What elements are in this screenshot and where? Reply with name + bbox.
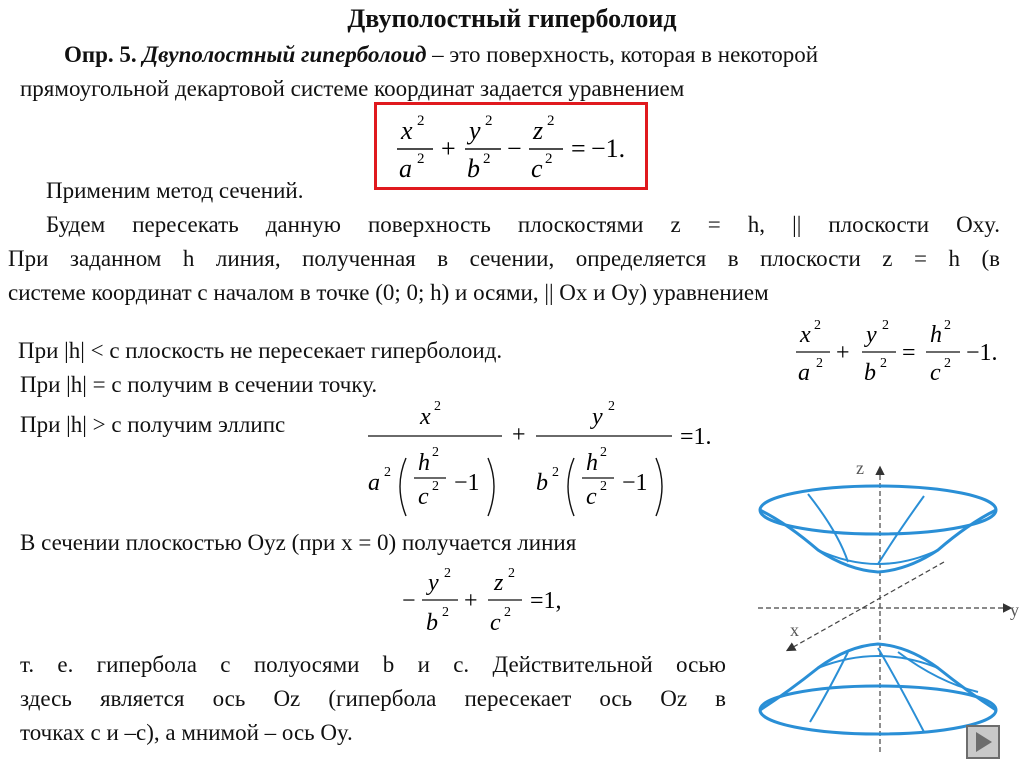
svg-text:h: h bbox=[586, 450, 598, 476]
svg-text:c: c bbox=[586, 484, 597, 510]
svg-text:2: 2 bbox=[944, 356, 951, 371]
case-point: При |h| = c получим в сечении точку. bbox=[20, 372, 378, 397]
svg-text:=: = bbox=[902, 340, 916, 366]
next-slide-icon bbox=[968, 727, 998, 757]
svg-text:x: x bbox=[800, 322, 811, 348]
svg-text:a: a bbox=[368, 470, 380, 496]
x-axis bbox=[788, 562, 944, 650]
svg-text:h: h bbox=[418, 450, 430, 476]
svg-text:y: y bbox=[428, 570, 439, 596]
svg-text:2: 2 bbox=[882, 318, 889, 333]
svg-text:2: 2 bbox=[417, 113, 425, 129]
conclusion-line-2: здесь является ось Oz (гипербола пересекает ось Oz в bbox=[20, 686, 726, 711]
y-axis-label: y bbox=[1010, 600, 1019, 620]
svg-text:z: z bbox=[533, 116, 544, 145]
svg-text:−1: −1 bbox=[622, 470, 648, 496]
svg-text:2: 2 bbox=[504, 605, 511, 620]
svg-text:=: = bbox=[571, 134, 586, 163]
x-axis-label: x bbox=[790, 620, 799, 640]
svg-text:2: 2 bbox=[485, 113, 493, 129]
svg-text:2: 2 bbox=[600, 479, 607, 494]
svg-text:2: 2 bbox=[814, 318, 821, 333]
case-no-intersection: При |h| < c плоскость не пересекает гиперболоид. bbox=[18, 338, 503, 363]
svg-text:b: b bbox=[467, 154, 480, 183]
svg-text:=1,: =1, bbox=[530, 588, 562, 614]
ellipse-equation bbox=[362, 394, 742, 524]
svg-text:z: z bbox=[494, 570, 504, 596]
paragraph-intersect: Будем пересекать данную поверхность плоскостями z = h, || плоскости Oxy. bbox=[46, 212, 1000, 237]
svg-text:b: b bbox=[864, 360, 876, 386]
z-axis-label: z bbox=[856, 458, 864, 478]
svg-text:y: y bbox=[469, 116, 481, 145]
svg-text:b: b bbox=[536, 470, 548, 496]
definition-label: Опр. 5. bbox=[64, 42, 137, 67]
svg-text:2: 2 bbox=[384, 465, 391, 480]
definition-term: Двуполостный гиперболоид bbox=[142, 42, 427, 67]
next-slide-button[interactable] bbox=[966, 725, 1000, 759]
paragraph-method: Применим метод сечений. bbox=[46, 178, 304, 203]
svg-text:a: a bbox=[399, 154, 412, 183]
svg-text:+: + bbox=[512, 422, 526, 448]
conclusion-line-1: т. е. гипербола с полуосями b и c. Действительной осью bbox=[20, 652, 726, 677]
definition-line-2: прямоугольной декартовой системе координат задается уравнением bbox=[20, 76, 685, 101]
svg-text:+: + bbox=[836, 340, 850, 366]
section-equation bbox=[790, 312, 1020, 392]
svg-text:x: x bbox=[420, 404, 431, 430]
svg-text:2: 2 bbox=[552, 465, 559, 480]
svg-text:c: c bbox=[531, 154, 543, 183]
svg-text:2: 2 bbox=[547, 113, 555, 129]
svg-text:+: + bbox=[441, 134, 456, 163]
svg-text:2: 2 bbox=[545, 151, 553, 167]
svg-text:=1.: =1. bbox=[680, 424, 712, 450]
svg-text:c: c bbox=[418, 484, 429, 510]
svg-text:2: 2 bbox=[608, 399, 615, 414]
svg-text:2: 2 bbox=[432, 445, 439, 460]
definition-line-1 bbox=[64, 40, 818, 70]
svg-text:b: b bbox=[426, 610, 438, 636]
page-title: Двуполостный гиперболоид bbox=[347, 4, 677, 33]
svg-text:−1.: −1. bbox=[966, 340, 998, 366]
conclusion-line-3: точках c и –c), а мнимой – ось Oy. bbox=[20, 720, 353, 745]
svg-text:c: c bbox=[930, 360, 941, 386]
paragraph-given-h: При заданном h линия, полученная в сечении, определяется в плоскости z = h (в bbox=[8, 246, 1000, 271]
svg-text:x: x bbox=[401, 116, 413, 145]
svg-text:2: 2 bbox=[816, 356, 823, 371]
case-ellipse: При |h| > c получим эллипс bbox=[20, 412, 286, 437]
paragraph-oyz: В сечении плоскостью Oyz (при x = 0) получается линия bbox=[20, 530, 577, 555]
svg-text:c: c bbox=[490, 610, 501, 636]
svg-text:−: − bbox=[507, 134, 522, 163]
svg-text:y: y bbox=[866, 322, 877, 348]
svg-text:2: 2 bbox=[483, 151, 491, 167]
paragraph-coordinates: системе координат с началом в точке (0; 0; h) и осями, || Ox и Oy) уравнением bbox=[8, 280, 769, 305]
main-equation-frame bbox=[374, 102, 648, 190]
definition-text: – это поверхность, которая в некоторой bbox=[426, 42, 819, 67]
svg-text:2: 2 bbox=[600, 445, 607, 460]
svg-text:2: 2 bbox=[442, 605, 449, 620]
oyz-equation bbox=[400, 562, 600, 640]
svg-text:−1.: −1. bbox=[591, 134, 626, 163]
svg-text:2: 2 bbox=[880, 356, 887, 371]
svg-text:−1: −1 bbox=[454, 470, 480, 496]
svg-text:2: 2 bbox=[432, 479, 439, 494]
svg-text:+: + bbox=[464, 588, 478, 614]
svg-text:2: 2 bbox=[434, 399, 441, 414]
svg-text:−: − bbox=[402, 588, 416, 614]
main-equation bbox=[377, 105, 645, 187]
svg-text:h: h bbox=[930, 322, 942, 348]
svg-text:2: 2 bbox=[508, 566, 515, 581]
svg-text:2: 2 bbox=[444, 566, 451, 581]
svg-text:a: a bbox=[798, 360, 810, 386]
svg-text:2: 2 bbox=[417, 151, 425, 167]
svg-text:2: 2 bbox=[944, 318, 951, 333]
hyperboloid-figure bbox=[748, 452, 1024, 752]
svg-text:y: y bbox=[592, 404, 603, 430]
